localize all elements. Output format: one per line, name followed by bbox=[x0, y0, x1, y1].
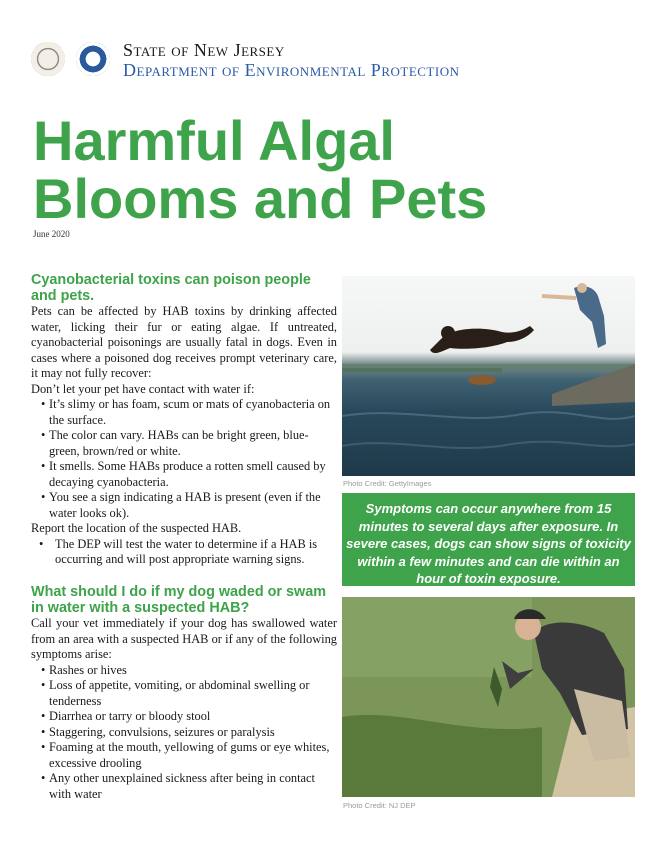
state-name: State of New Jersey bbox=[123, 40, 285, 60]
list-item: • Foaming at the mouth, yellowing of gums or eye whites, excessive drooling bbox=[31, 740, 337, 771]
section-intro: Call your vet immediately if your dog has swallowed water from an area with a suspected HAB or if any of the following symptoms arise: bbox=[31, 616, 337, 661]
photo-credit: Photo Credit: GettyImages bbox=[343, 479, 432, 488]
contact-lead: Don’t let your pet have contact with water if: bbox=[31, 381, 255, 396]
list-item: • Diarrhea or tarry or bloody stool bbox=[31, 709, 337, 725]
section-toxins bbox=[31, 272, 337, 568]
list-item: • The DEP will test the water to determine if a HAB is occurring and will post appropriate warning signs. bbox=[31, 537, 337, 568]
publication-date: June 2020 bbox=[33, 229, 70, 239]
list-item: • Rashes or hives bbox=[31, 663, 337, 679]
department-name: Department of Environmental Protection bbox=[123, 60, 460, 80]
list-item: • You see a sign indicating a HAB is present (even if the water looks ok). bbox=[31, 490, 337, 521]
list-item: • It smells. Some HABs produce a rotten smell caused by decaying cyanobacteria. bbox=[31, 459, 337, 490]
section-heading: What should I do if my dog waded or swam in water with a suspected HAB? bbox=[31, 584, 327, 616]
section-what-to-do bbox=[31, 584, 337, 802]
warning-list bbox=[31, 397, 337, 521]
report-text: Report the location of the suspected HAB. bbox=[31, 521, 242, 535]
section-intro: Pets can be affected by HAB toxins by drinking affected water, licking their fur or eating algae. If untreated, cyanobacterial poisonings are usually fatal in dogs. Even in cases where a poisoned dog receives prompt veterinary care, it may not fully recover: bbox=[31, 304, 337, 380]
section-heading: Cyanobacterial toxins can poison people and pets. bbox=[31, 272, 311, 304]
nj-state-seal bbox=[31, 42, 65, 76]
water-sampling-photo bbox=[342, 597, 635, 797]
dog-jumping-photo bbox=[342, 276, 635, 476]
symptoms-callout: Symptoms can occur anywhere from 15 minutes to several days after exposure. In severe cases, dogs can show signs of toxicity within a few minutes and can die within an hour of toxin exposure. bbox=[342, 493, 635, 586]
symptom-list bbox=[31, 663, 337, 803]
page-title: Harmful Algal Blooms and Pets bbox=[33, 109, 488, 230]
list-item: • Staggering, convulsions, seizures or paralysis bbox=[31, 725, 337, 741]
photo-credit: Photo Credit: NJ DEP bbox=[343, 801, 416, 810]
list-item: • Any other unexplained sickness after being in contact with water bbox=[31, 771, 337, 802]
dep-seal bbox=[76, 42, 110, 76]
list-item: • The color can vary. HABs can be bright green, blue-green, brown/red or white. bbox=[31, 428, 337, 459]
dep-list bbox=[31, 537, 337, 568]
list-item: • It’s slimy or has foam, scum or mats of cyanobacteria on the surface. bbox=[31, 397, 337, 428]
list-item: • Loss of appetite, vomiting, or abdominal swelling or tenderness bbox=[31, 678, 337, 709]
